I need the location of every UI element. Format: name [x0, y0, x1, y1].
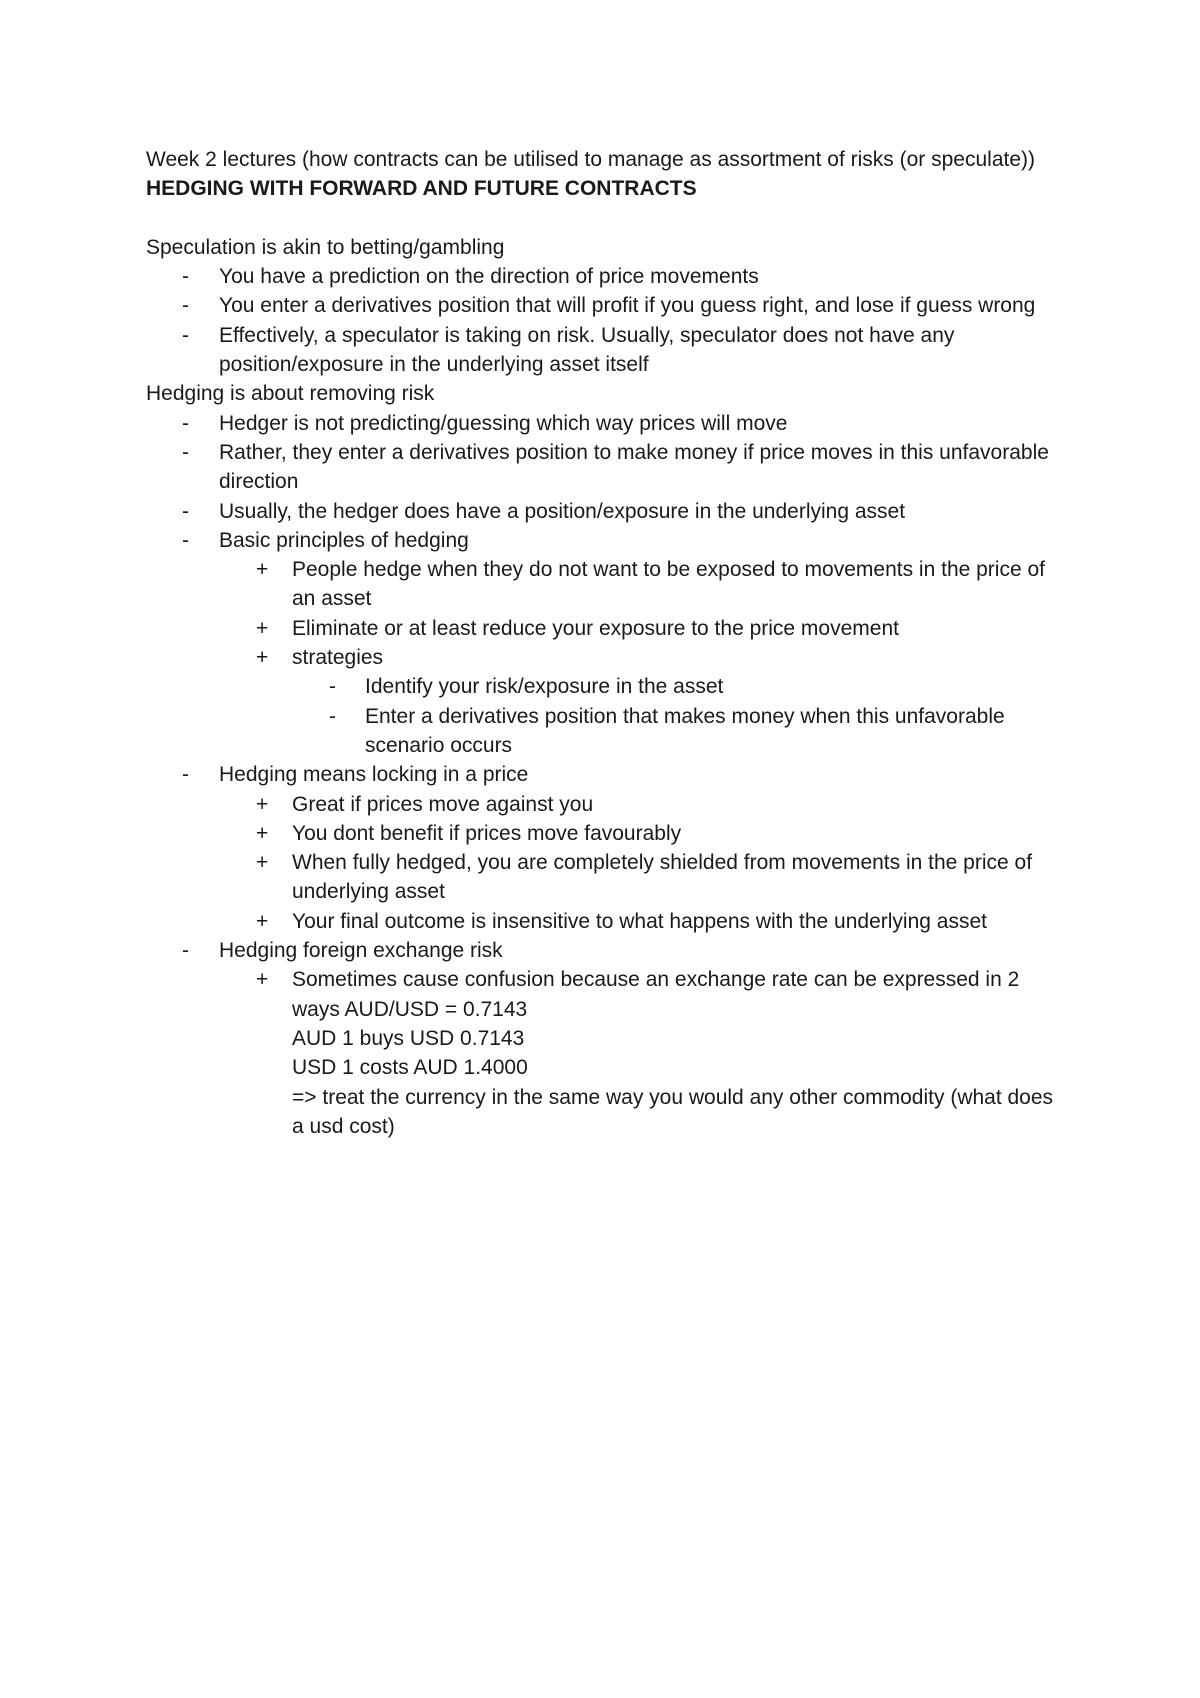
list-item [146, 672, 1066, 701]
list-item-text: Hedging means locking in a price [219, 763, 529, 787]
plus-marker: + [256, 821, 269, 845]
list-item-text: You enter a derivatives position that will profit if you guess right, and lose if guess wrong [219, 294, 1036, 318]
plus-marker: + [256, 616, 269, 640]
list-item-text: Basic principles of hedging [219, 528, 469, 552]
hedging-list [146, 409, 1066, 1141]
plus-marker: + [256, 909, 269, 933]
dash-marker: - [182, 763, 189, 787]
list-item [146, 819, 1066, 848]
list-item [146, 262, 1066, 291]
list-item-text: Usually, the hedger does have a position/exposure in the underlying asset [219, 499, 906, 523]
list-item-text: You dont benefit if prices move favourably [292, 821, 682, 845]
list-item-text: Hedger is not predicting/guessing which way prices will move [219, 411, 788, 435]
list-item [146, 907, 1066, 936]
list-item-locking [146, 760, 1066, 789]
strategies-sublist-wrapper [146, 672, 1066, 760]
fx-line: AUD 1 buys USD 0.7143 [292, 1026, 525, 1050]
plus-marker: + [256, 646, 269, 670]
list-item-text: Effectively, a speculator is taking on risk. Usually, speculator does not have any position/exposure in the underlying asset itself [219, 323, 955, 377]
dash-marker: - [182, 440, 189, 464]
dash-marker: - [182, 294, 189, 318]
principles-sublist [146, 555, 1066, 760]
dash-marker: - [182, 265, 189, 289]
list-item-principles [146, 526, 1066, 555]
blank-line [146, 204, 1066, 233]
document-content [146, 145, 1066, 1141]
list-item-text: Hedging foreign exchange risk [219, 939, 503, 963]
list-item [146, 848, 1066, 907]
plus-marker: + [256, 792, 269, 816]
list-item [146, 409, 1066, 438]
list-item-text: Enter a derivatives position that makes money when this unfavorable scenario occurs [365, 704, 1005, 757]
dash-marker: - [182, 528, 189, 552]
locking-sublist-wrapper [146, 790, 1066, 936]
fx-line: Sometimes cause confusion because an exchange rate can be expressed in 2 ways AUD/USD = 0.7143 [292, 968, 1020, 1021]
list-item-text: Great if prices move against you [292, 792, 594, 816]
plus-marker: + [256, 968, 269, 992]
list-item [146, 965, 1066, 1141]
plus-marker: + [256, 851, 269, 875]
hedging-intro: Hedging is about removing risk [146, 382, 435, 406]
list-item-text: Eliminate or at least reduce your exposure to the price movement [292, 616, 899, 640]
list-item-text: strategies [292, 646, 384, 670]
list-item-text: People hedge when they do not want to be exposed to movements in the price of an asset [292, 558, 1045, 611]
list-item [146, 555, 1066, 614]
fx-sublist-wrapper [146, 965, 1066, 1141]
dash-marker: - [329, 675, 336, 699]
speculation-list [146, 262, 1066, 379]
list-item-text: Rather, they enter a derivatives position to make money if price moves in this unfavorable direction [219, 440, 1049, 494]
list-item-text: You have a prediction on the direction of price movements [219, 265, 759, 289]
list-item [146, 497, 1066, 526]
fx-sublist [146, 965, 1066, 1141]
list-item-text: Identify your risk/exposure in the asset [365, 675, 724, 699]
list-item [146, 702, 1066, 761]
list-item-fx [146, 936, 1066, 965]
section-heading: HEDGING WITH FORWARD AND FUTURE CONTRACTS [146, 177, 697, 201]
list-item [146, 321, 1066, 380]
list-item [146, 438, 1066, 497]
lecture-title: Week 2 lectures (how contracts can be utilised to manage as assortment of risks (or speculate)) [146, 148, 1036, 171]
dash-marker: - [182, 411, 189, 435]
list-item [146, 291, 1066, 320]
principles-sublist-wrapper [146, 555, 1066, 760]
dash-marker: - [182, 939, 189, 963]
dash-marker: - [182, 323, 189, 347]
locking-sublist [146, 790, 1066, 936]
list-item [146, 614, 1066, 643]
list-item-text: Your final outcome is insensitive to what happens with the underlying asset [292, 909, 987, 933]
speculation-intro: Speculation is akin to betting/gambling [146, 235, 505, 259]
list-item-strategies [146, 643, 1066, 672]
list-item-text: When fully hedged, you are completely shielded from movements in the price of underlying asset [292, 851, 1033, 904]
strategies-sublist [146, 672, 1066, 760]
fx-line: => treat the currency in the same way you would any other commodity (what does a usd cost) [292, 1085, 1054, 1138]
plus-marker: + [256, 558, 269, 582]
dash-marker: - [182, 499, 189, 523]
fx-line: USD 1 costs AUD 1.4000 [292, 1056, 528, 1080]
dash-marker: - [329, 704, 336, 728]
list-item [146, 790, 1066, 819]
